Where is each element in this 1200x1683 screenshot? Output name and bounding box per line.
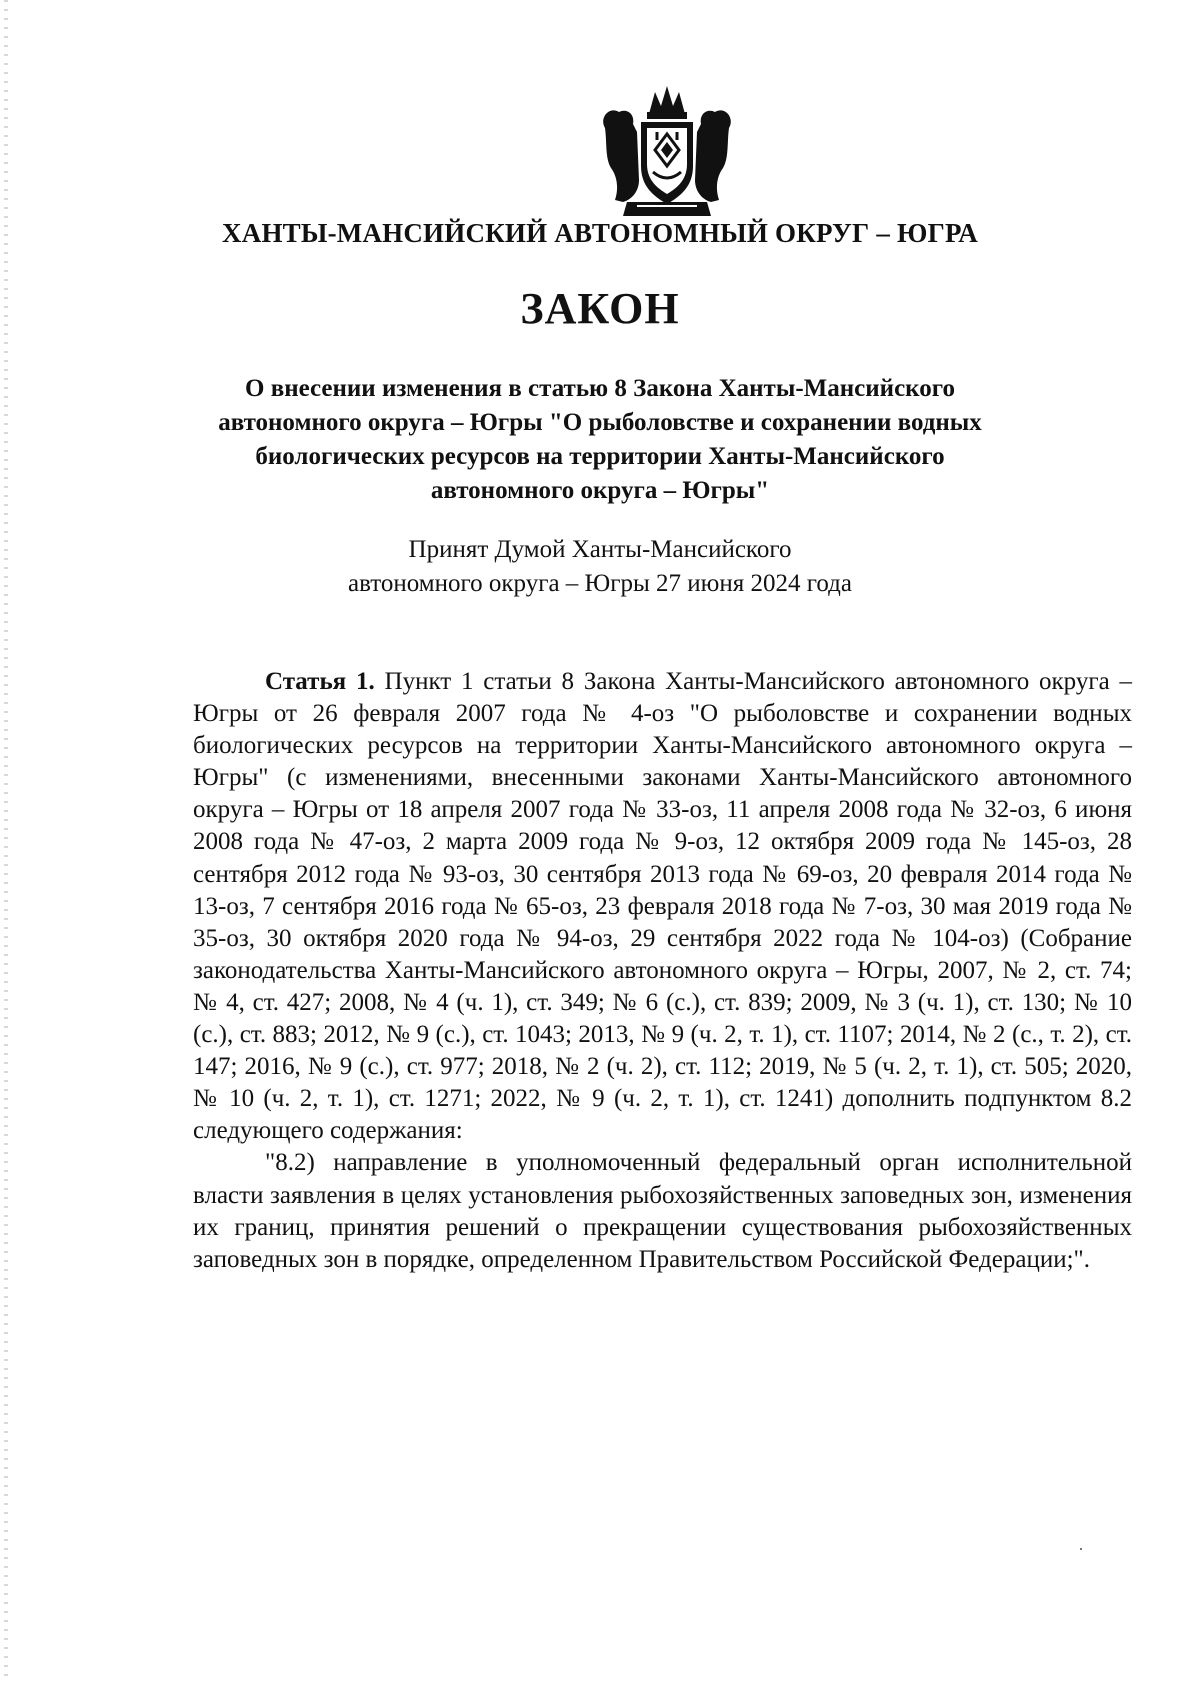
law-name	[160, 372, 1040, 508]
article-label: Статья 1.	[265, 668, 375, 695]
article-1-quoted-amendment: "8.2) направление в уполномоченный федеральный орган исполнительной власти заявления в целях установления рыбохозяйственных заповедных зон, изменения их границ, принятия решений о прекращении существования рыбохозяйственных заповедных зон в порядке, определенном Правительством Российской Федерации;".	[193, 1149, 1132, 1273]
law-name-line: автономного округа – Югры "О рыболовстве и сохранении водных	[218, 409, 982, 436]
scan-speck	[1080, 1548, 1082, 1550]
adoption-note-line: Принят Думой Ханты-Мансийского	[408, 536, 792, 563]
article-1-paragraph	[193, 666, 1132, 1147]
article-1-text: Пункт 1 статьи 8 Закона Ханты-Мансийского автономного округа – Югры от 26 февраля 2007 года № 4-оз "О рыболовстве и сохранении водных биологических ресурсов на территории Ханты-Мансийского автономного округа – Югры" (с изменениями, внесенными законами Ханты-Мансийского автономного округа – Югры от 18 апреля 2007 года № 33-оз, 11 апреля 2008 года № 32-оз, 6 июня 2008 года № 47-оз, 2 марта 2009 года № 9-оз, 12 октября 2009 года № 145-оз, 28 сентября 2012 года № 93-оз, 30 сентября 2013 года № 69-оз, 20 февраля 2014 года № 13-оз, 7 сентября 2016 года № 65-оз, 23 февраля 2018 года № 7-оз, 30 мая 2019 года № 35-оз, 30 октября 2020 года № 94-оз, 29 сентября 2022 года № 104-оз) (Собрание законодательства Ханты-Мансийского автономного округа – Югры, 2007, № 2, ст. 74; № 4, ст. 427; 2008, № 4 (ч. 1), ст. 349; № 6 (с.), ст. 839; 2009, № 3 (ч. 1), ст. 130; № 10 (с.), ст. 883; 2012, № 9 (с.), ст. 1043; 2013, № 9 (ч. 2, т. 1), ст. 1107; 2014, № 2 (с., т. 2), ст. 147; 2016, № 9 (с.), ст. 977; 2018, № 2 (ч. 2), ст. 112; 2019, № 5 (ч. 2, т. 1), ст. 505; 2020, № 10 (ч. 2, т. 1), ст. 1271; 2022, № 9 (ч. 2, т. 1), ст. 1241) дополнить подпунктом 8.2 следующего содержания:	[193, 668, 1132, 1145]
adoption-note-line: автономного округа – Югры 27 июня 2024 года	[348, 570, 852, 597]
article-1	[193, 666, 1132, 1276]
document-type-title: ЗАКОН	[520, 284, 680, 333]
law-name-line: биологических ресурсов на территории Ханты-Мансийского	[255, 443, 945, 470]
scan-edge-artifact	[4, 0, 8, 1683]
law-name-line: О внесении изменения в статью 8 Закона Ханты-Мансийского	[245, 375, 955, 402]
adoption-note	[200, 533, 1000, 601]
khmao-coat-of-arms-icon	[597, 84, 737, 220]
law-name-line: автономного округа – Югры"	[430, 477, 770, 504]
region-title: ХАНТЫ-МАНСИЙСКИЙ АВТОНОМНЫЙ ОКРУГ – ЮГРА	[222, 218, 978, 248]
